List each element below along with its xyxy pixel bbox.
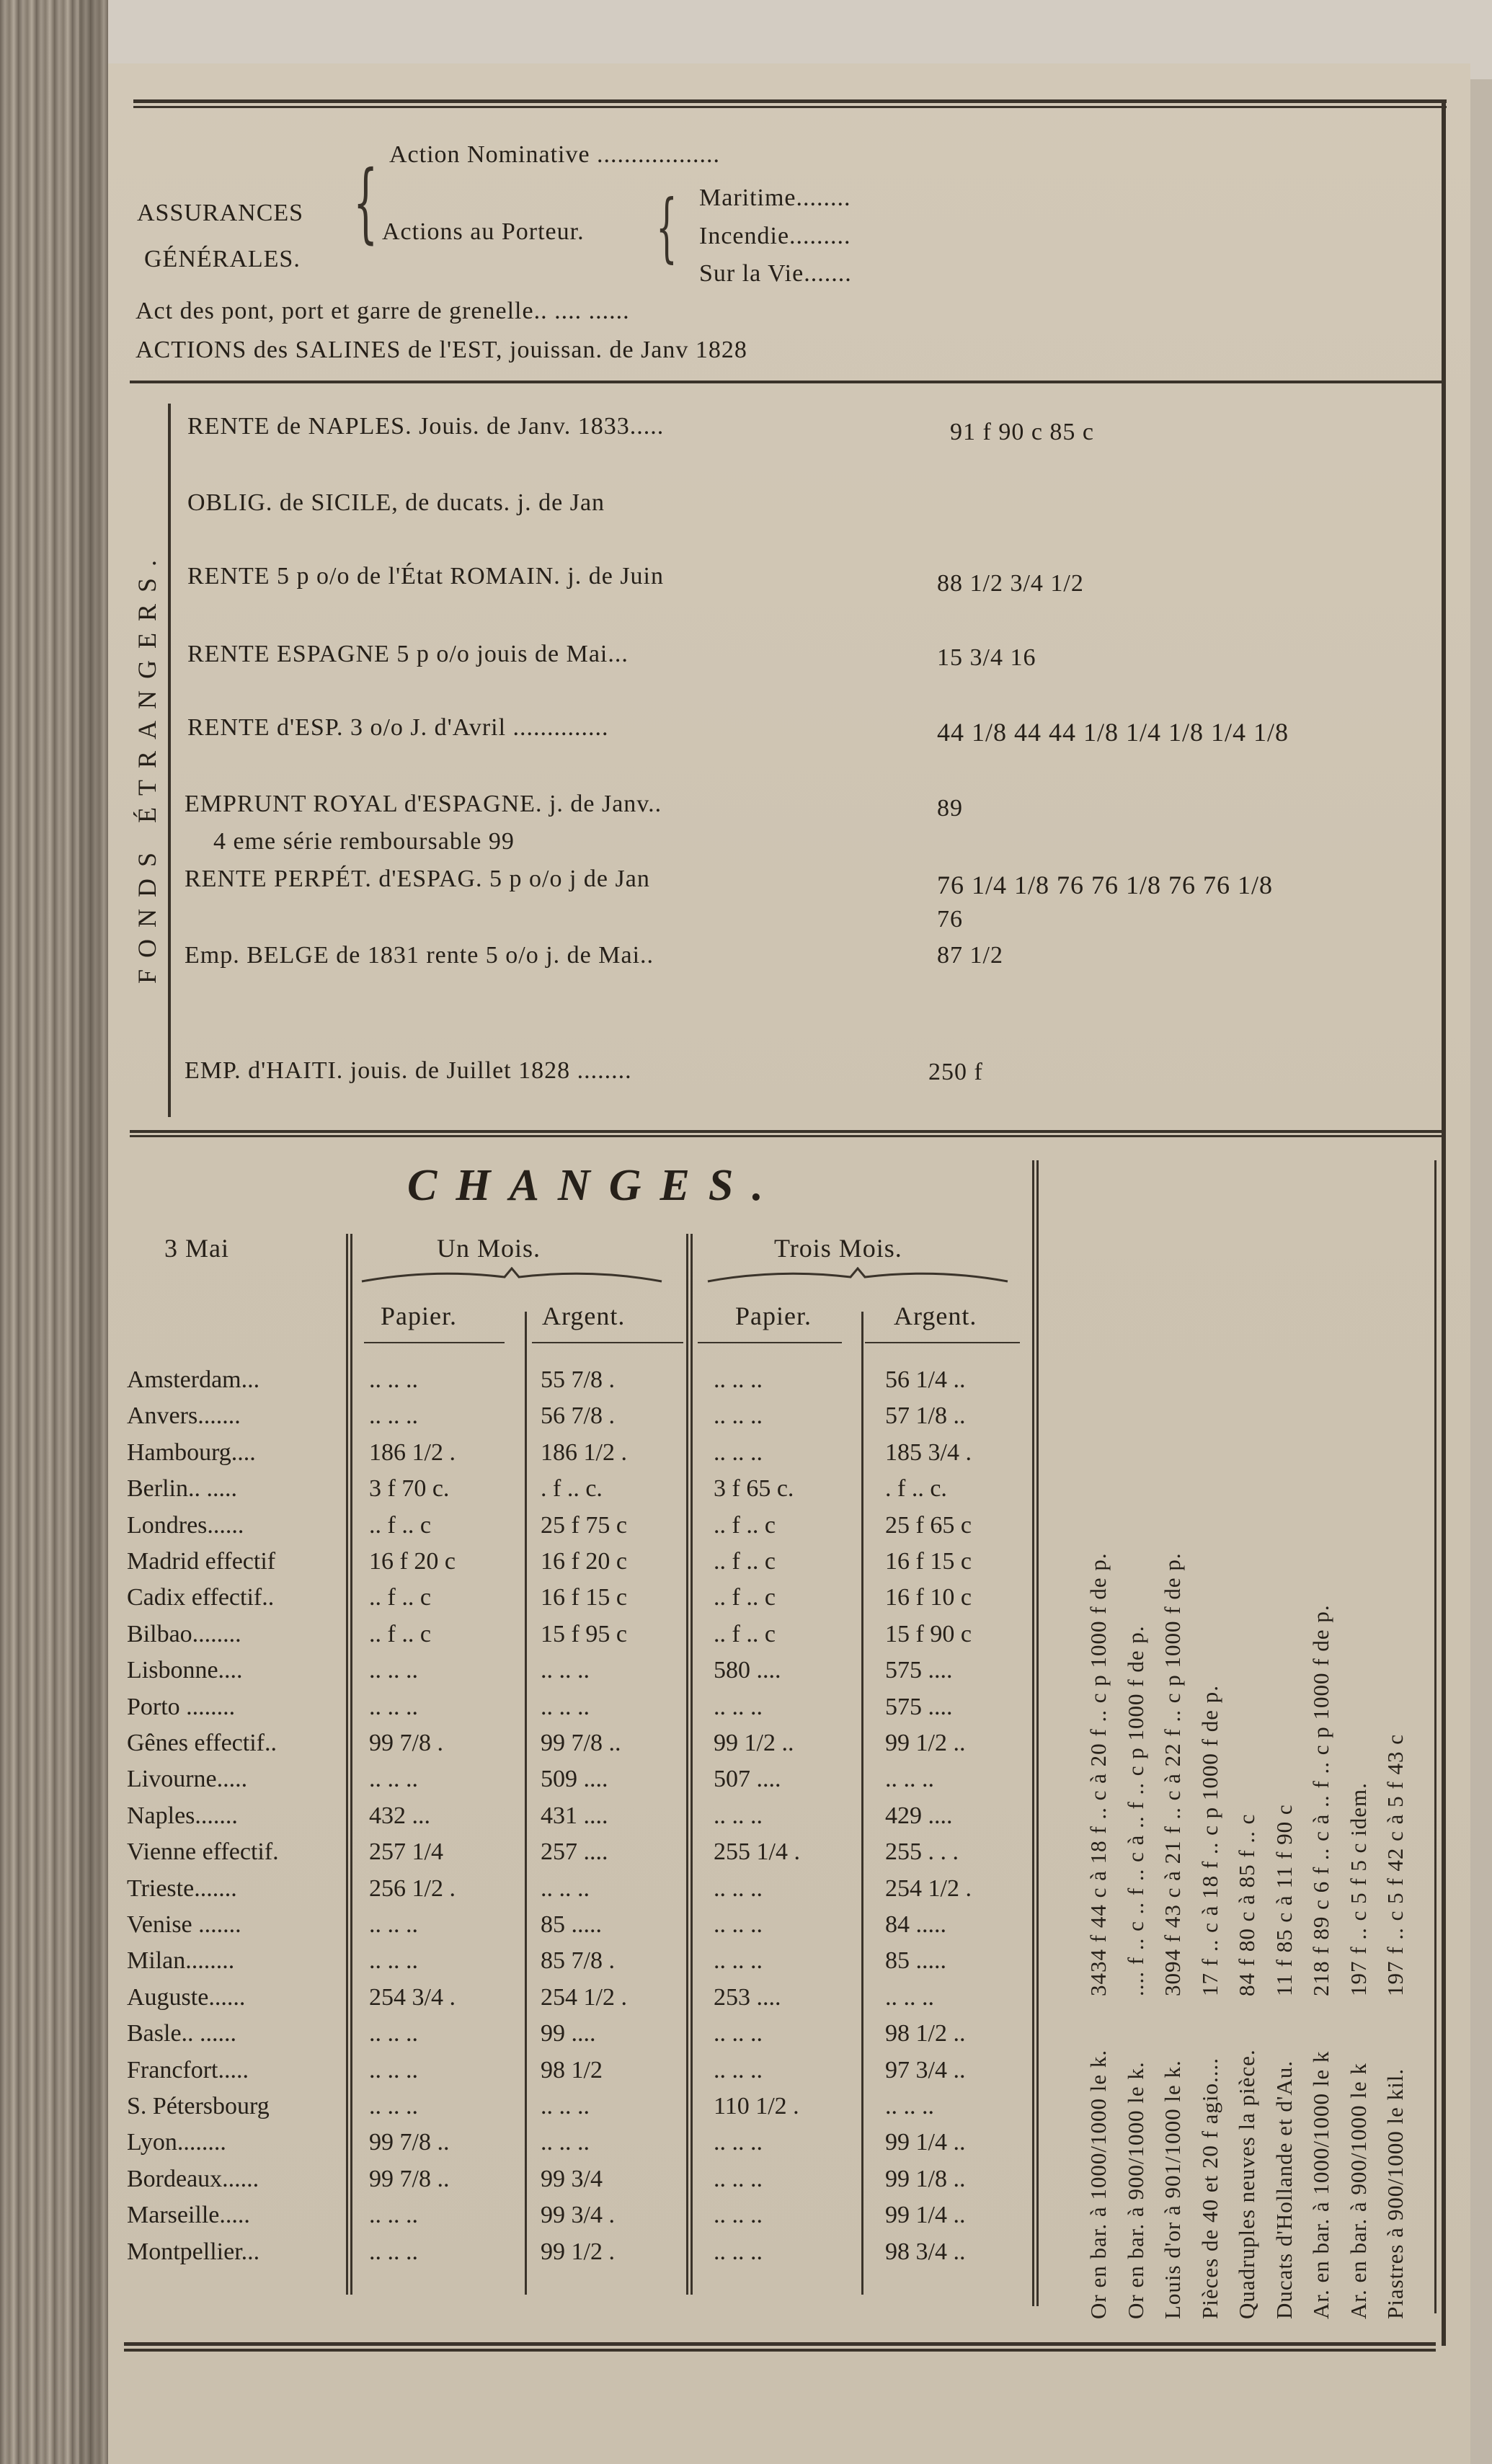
rate-cell-tm-p: .. .. .. <box>714 2166 763 2192</box>
top-double-rule <box>133 99 1447 108</box>
actions-salines-line: ACTIONS des SALINES de l'EST, jouissan. de Janv 1828 <box>136 337 747 363</box>
rate-cell-tm-a: 56 1/4 .. <box>885 1366 966 1393</box>
rate-cell-um-p: .. .. .. <box>369 1657 418 1684</box>
city-name: Anvers....... <box>127 1402 241 1429</box>
rate-cell-um-a: 16 f 15 c <box>541 1584 627 1611</box>
incendie-line: Incendie......... <box>699 223 851 249</box>
rate-cell-um-a: .. .. .. <box>541 2093 590 2120</box>
rate-cell-tm-a: .. .. .. <box>885 2093 934 2120</box>
fonds-row-value: 89 <box>937 795 963 822</box>
fonds-row-label: RENTE 5 p o/o de l'État ROMAIN. j. de Juin <box>187 563 665 590</box>
rate-cell-um-a: 257 .... <box>541 1838 608 1865</box>
rate-cell-um-p: 186 1/2 . <box>369 1439 456 1466</box>
city-name: Lyon........ <box>127 2129 226 2156</box>
rate-cell-um-p: 254 3/4 . <box>369 1984 456 2011</box>
city-name: Londres...... <box>127 1512 244 1539</box>
rate-cell-tm-p: .. f .. c <box>714 1621 776 1647</box>
rate-cell-um-p: .. f .. c <box>369 1621 431 1647</box>
metal-label: Ar. en bar. à 1000/1000 le k <box>1308 2050 1333 2319</box>
city-name: Auguste...... <box>127 1984 246 2011</box>
rate-cell-tm-a: 255 . . . <box>885 1838 959 1865</box>
fonds-row-value: 44 1/8 44 44 1/8 1/4 1/8 1/4 1/8 <box>937 718 1289 747</box>
rate-cell-tm-p: .. .. .. <box>714 2057 763 2083</box>
rate-cell-um-p: .. .. .. <box>369 1911 418 1938</box>
fonds-row-label: EMPRUNT ROYAL d'ESPAGNE. j. de Janv.. <box>185 791 662 817</box>
rate-cell-um-a: 25 f 75 c <box>541 1512 627 1539</box>
argent-header-2: Argent. <box>894 1302 977 1330</box>
city-name: Madrid effectif <box>127 1548 276 1575</box>
rate-cell-tm-a: 98 1/2 .. <box>885 2020 966 2047</box>
fonds-row-value: 88 1/2 3/4 1/2 <box>937 570 1084 597</box>
rate-cell-tm-p: 255 1/4 . <box>714 1838 800 1865</box>
metal-value: 11 f 85 c à 11 f 90 c <box>1271 1804 1297 1996</box>
rate-cell-um-p: .. .. .. <box>369 1694 418 1720</box>
assurances-brace: { <box>353 153 378 253</box>
rate-cell-um-p: 257 1/4 <box>369 1838 443 1865</box>
rate-cell-um-a: 16 f 20 c <box>541 1548 627 1575</box>
papier-header-1: Papier. <box>381 1302 457 1330</box>
rate-cell-tm-a: 575 .... <box>885 1657 953 1684</box>
fonds-row-label: RENTE ESPAGNE 5 p o/o jouis de Mai... <box>187 641 629 667</box>
metal-label: Or en bar. à 900/1000 le k. <box>1123 2061 1148 2319</box>
city-column-rule <box>346 1234 352 2295</box>
un-mois-brace <box>360 1267 663 1284</box>
metal-label: Louis d'or à 901/1000 le k. <box>1160 2060 1185 2319</box>
rate-cell-tm-a: 57 1/8 .. <box>885 1402 966 1429</box>
papier-header-2: Papier. <box>735 1302 812 1330</box>
rate-cell-tm-p: 253 .... <box>714 1984 781 2011</box>
city-name: Naples....... <box>127 1802 238 1829</box>
rate-cell-tm-a: 85 ..... <box>885 1947 946 1974</box>
um-split-rule <box>525 1312 527 2295</box>
metal-label: Ar. en bar. à 900/1000 le k <box>1346 2063 1371 2319</box>
rate-cell-tm-p: .. .. .. <box>714 1911 763 1938</box>
rate-cell-tm-a: 16 f 10 c <box>885 1584 972 1611</box>
city-name: Montpellier... <box>127 2238 260 2265</box>
metal-value: 84 f 80 c à 85 f .. c <box>1234 1813 1259 1996</box>
city-name: Porto ........ <box>127 1694 236 1720</box>
rate-cell-um-a: 254 1/2 . <box>541 1984 627 2011</box>
tm-split-rule <box>861 1312 863 2295</box>
rate-cell-um-p: 99 7/8 .. <box>369 2129 450 2156</box>
rate-cell-um-p: 256 1/2 . <box>369 1875 456 1902</box>
rate-cell-tm-a: 84 ..... <box>885 1911 946 1938</box>
fonds-row-value: 76 <box>937 906 963 933</box>
metal-value: .... f .. c .. f .. c à .. f .. c p 1000 f de p. <box>1123 1625 1148 1996</box>
action-nominative: Action Nominative .................. <box>389 141 721 168</box>
metal-value: 17 f .. c à 18 f .. c p 1000 f de p. <box>1197 1684 1222 1996</box>
metals-left-rule <box>1032 1160 1039 2306</box>
rate-cell-um-a: 431 .... <box>541 1802 608 1829</box>
rate-cell-tm-a: 99 1/4 .. <box>885 2129 966 2156</box>
metal-label: Pièces de 40 et 20 f agio.... <box>1197 2057 1222 2319</box>
metal-label: Quadruples neuves la pièce. <box>1234 2049 1259 2319</box>
rate-cell-tm-p: 99 1/2 .. <box>714 1730 794 1756</box>
city-name: Bordeaux...... <box>127 2166 259 2192</box>
rate-cell-tm-a: .. .. .. <box>885 1984 934 2011</box>
metal-label: Piastres à 900/1000 le kil. <box>1382 2068 1408 2319</box>
rate-cell-tm-a: 575 .... <box>885 1694 953 1720</box>
rate-cell-tm-a: . f .. c. <box>885 1475 947 1502</box>
rate-cell-um-p: .. .. .. <box>369 1947 418 1974</box>
rate-cell-tm-a: 25 f 65 c <box>885 1512 972 1539</box>
rate-cell-um-p: .. .. .. <box>369 1766 418 1792</box>
metal-value: 218 f 89 c 6 f .. c à .. f .. c p 1000 f de p. <box>1308 1604 1333 1996</box>
city-name: Marseille..... <box>127 2202 250 2228</box>
fonds-row-label: RENTE d'ESP. 3 o/o J. d'Avril .............. <box>187 714 609 741</box>
assurances-label: ASSURANCES <box>137 200 304 226</box>
rate-cell-um-a: 99 .... <box>541 2020 596 2047</box>
rate-cell-tm-p: .. f .. c <box>714 1584 776 1611</box>
actions-porteur: Actions au Porteur. <box>382 218 585 245</box>
rate-cell-tm-p: .. .. .. <box>714 2129 763 2156</box>
rate-cell-um-a: . f .. c. <box>541 1475 603 1502</box>
rate-cell-um-p: .. f .. c <box>369 1584 431 1611</box>
rate-cell-tm-p: .. .. .. <box>714 1402 763 1429</box>
rate-cell-tm-p: 580 .... <box>714 1657 781 1684</box>
rate-cell-tm-p: 507 .... <box>714 1766 781 1792</box>
rate-cell-um-p: .. .. .. <box>369 2202 418 2228</box>
rate-cell-um-a: 15 f 95 c <box>541 1621 627 1647</box>
city-name: Francfort..... <box>127 2057 249 2083</box>
papier-underline-2 <box>698 1342 842 1343</box>
fonds-row-label: EMP. d'HAITI. jouis. de Juillet 1828 ........ <box>185 1057 632 1084</box>
city-name: Berlin.. ..... <box>127 1475 237 1502</box>
rate-cell-um-a: .. .. .. <box>541 1875 590 1902</box>
rate-cell-tm-a: 15 f 90 c <box>885 1621 972 1647</box>
rate-cell-um-a: 56 7/8 . <box>541 1402 615 1429</box>
rate-cell-tm-a: .. .. .. <box>885 1766 934 1792</box>
city-name: Venise ....... <box>127 1911 241 1938</box>
rate-cell-um-p: .. .. .. <box>369 1402 418 1429</box>
rate-cell-um-p: .. .. .. <box>369 1366 418 1393</box>
rate-cell-um-p: 432 ... <box>369 1802 430 1829</box>
rate-cell-tm-p: .. .. .. <box>714 1947 763 1974</box>
changes-date: 3 Mai <box>164 1234 229 1263</box>
fonds-row-label: OBLIG. de SICILE, de ducats. j. de Jan <box>187 489 605 516</box>
fonds-row-label: RENTE PERPÉT. d'ESPAG. 5 p o/o j de Jan <box>185 866 650 892</box>
rate-cell-um-a: 55 7/8 . <box>541 1366 615 1393</box>
fonds-row-value: 91 f 90 c 85 c <box>950 419 1095 445</box>
rate-cell-um-a: 99 7/8 .. <box>541 1730 621 1756</box>
rate-cell-tm-p: .. .. .. <box>714 1875 763 1902</box>
rate-cell-tm-a: 98 3/4 .. <box>885 2238 966 2265</box>
fonds-row-value: 15 3/4 16 <box>937 644 1036 671</box>
rate-cell-um-a: 99 3/4 . <box>541 2202 615 2228</box>
rate-cell-tm-p: .. .. .. <box>714 2020 763 2047</box>
rate-cell-tm-p: .. .. .. <box>714 2202 763 2228</box>
act-ponts-line: Act des pont, port et garre de grenelle.. .... ...... <box>136 298 630 324</box>
metal-label: Or en bar. à 1000/1000 le k. <box>1085 2049 1111 2319</box>
fonds-bottom-rule <box>130 1130 1443 1137</box>
city-name: Amsterdam... <box>127 1366 260 1393</box>
argent-underline-2 <box>865 1342 1020 1343</box>
rate-cell-tm-p: .. .. .. <box>714 1366 763 1393</box>
rate-cell-um-a: .. .. .. <box>541 1694 590 1720</box>
rate-cell-um-p: 99 7/8 . <box>369 1730 443 1756</box>
right-border <box>1442 101 1446 2346</box>
rate-cell-tm-a: 99 1/8 .. <box>885 2166 966 2192</box>
city-name: Bilbao........ <box>127 1621 241 1647</box>
city-name: Trieste....... <box>127 1875 237 1902</box>
city-name: Hambourg.... <box>127 1439 256 1466</box>
city-name: Livourne..... <box>127 1766 248 1792</box>
papier-underline-1 <box>364 1342 505 1343</box>
rate-cell-um-p: .. f .. c <box>369 1512 431 1539</box>
rate-cell-um-a: .. .. .. <box>541 2129 590 2156</box>
rate-cell-tm-a: 16 f 15 c <box>885 1548 972 1575</box>
fonds-row-value: 76 1/4 1/8 76 76 1/8 76 76 1/8 <box>937 871 1274 899</box>
rate-cell-um-a: 509 .... <box>541 1766 608 1792</box>
city-name: Lisbonne.... <box>127 1657 243 1684</box>
header-rule <box>130 381 1443 383</box>
rate-cell-um-p: .. .. .. <box>369 2093 418 2120</box>
sur-la-vie-line: Sur la Vie....... <box>699 260 852 287</box>
rate-cell-tm-p: .. .. .. <box>714 1802 763 1829</box>
rate-cell-tm-a: 429 .... <box>885 1802 953 1829</box>
city-name: Milan........ <box>127 1947 235 1974</box>
fonds-row-label: Emp. BELGE de 1831 rente 5 o/o j. de Mai.. <box>185 942 654 969</box>
un-mois-header: Un Mois. <box>437 1234 541 1263</box>
rate-cell-tm-p: 110 1/2 . <box>714 2093 799 2120</box>
rate-cell-tm-p: .. .. .. <box>714 2238 763 2265</box>
rate-cell-um-p: 99 7/8 .. <box>369 2166 450 2192</box>
rate-cell-tm-p: .. f .. c <box>714 1512 776 1539</box>
rate-cell-um-a: 85 7/8 . <box>541 1947 615 1974</box>
metal-value: 3094 f 43 c à 21 f .. c à 22 f .. c p 1000 f de p. <box>1160 1552 1185 1996</box>
metal-label: Ducats d'Hollande et d'Au. <box>1271 2060 1297 2319</box>
city-name: Basle.. ...... <box>127 2020 237 2047</box>
city-name: Vienne effectif. <box>127 1838 279 1865</box>
rate-cell-tm-a: 185 3/4 . <box>885 1439 972 1466</box>
fonds-row-label: 4 eme série remboursable 99 <box>213 828 515 855</box>
fonds-row-value: 250 f <box>928 1059 983 1085</box>
argent-underline-1 <box>532 1342 683 1343</box>
month-split-rule <box>686 1234 693 2295</box>
metal-value: 197 f .. c 5 f 5 c idem. <box>1346 1782 1371 1996</box>
trois-mois-header: Trois Mois. <box>774 1234 902 1263</box>
rate-cell-um-a: 99 3/4 <box>541 2166 603 2192</box>
changes-title: CHANGES. <box>407 1161 782 1210</box>
metals-right-rule <box>1434 1160 1437 2313</box>
rate-cell-um-a: 85 ..... <box>541 1911 602 1938</box>
rate-cell-tm-a: 97 3/4 .. <box>885 2057 966 2083</box>
rate-cell-tm-a: 99 1/2 .. <box>885 1730 966 1756</box>
rate-cell-um-a: 186 1/2 . <box>541 1439 627 1466</box>
rate-cell-tm-p: .. .. .. <box>714 1439 763 1466</box>
bottom-double-rule <box>124 2342 1436 2352</box>
generales-label: GÉNÉRALES. <box>144 246 301 272</box>
rate-cell-tm-p: 3 f 65 c. <box>714 1475 794 1502</box>
rate-cell-um-a: 98 1/2 <box>541 2057 603 2083</box>
rate-cell-tm-a: 99 1/4 .. <box>885 2202 966 2228</box>
rate-cell-um-p: .. .. .. <box>369 2238 418 2265</box>
city-name: Cadix effectif.. <box>127 1584 275 1611</box>
city-name: Gênes effectif.. <box>127 1730 277 1756</box>
rate-cell-tm-a: 254 1/2 . <box>885 1875 972 1902</box>
rate-cell-um-p: .. .. .. <box>369 2020 418 2047</box>
rate-cell-um-p: 16 f 20 c <box>369 1548 456 1575</box>
rate-cell-um-p: 3 f 70 c. <box>369 1475 450 1502</box>
fonds-left-rule <box>168 404 171 1117</box>
city-name: S. Pétersbourg <box>127 2093 270 2120</box>
rate-cell-um-p: .. .. .. <box>369 2057 418 2083</box>
maritime-line: Maritime........ <box>699 184 851 211</box>
metal-value: 3434 f 44 c à 18 f .. c à 20 f .. c p 1000 f de p. <box>1085 1552 1111 1996</box>
rate-cell-tm-p: .. .. .. <box>714 1694 763 1720</box>
porteur-brace: { <box>656 183 678 271</box>
fonds-etrangers-label: FONDS ÉTRANGERS. <box>133 548 161 984</box>
rate-cell-tm-p: .. f .. c <box>714 1548 776 1575</box>
trois-mois-brace <box>706 1267 1009 1284</box>
argent-header-1: Argent. <box>542 1302 626 1330</box>
rate-cell-um-a: .. .. .. <box>541 1657 590 1684</box>
rate-cell-um-a: 99 1/2 . <box>541 2238 615 2265</box>
fonds-row-label: RENTE de NAPLES. Jouis. de Janv. 1833..... <box>187 413 665 440</box>
metal-value: 197 f .. c 5 f 42 c à 5 f 43 c <box>1382 1733 1408 1996</box>
fonds-row-value: 87 1/2 <box>937 942 1003 969</box>
